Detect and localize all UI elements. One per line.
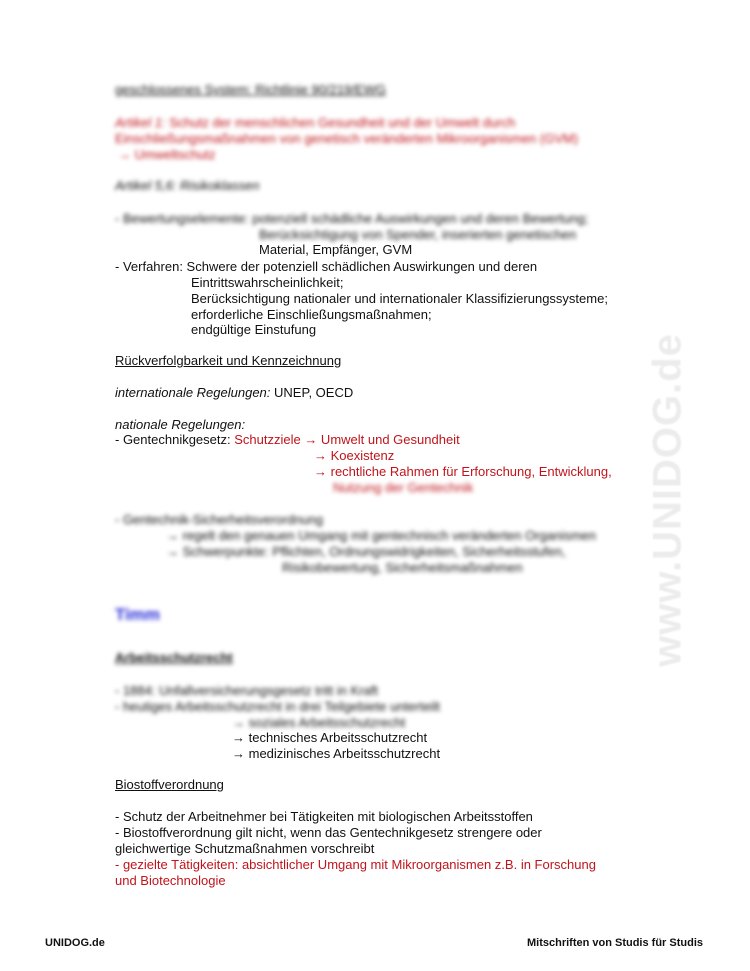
international-label: internationale Regelungen:	[115, 385, 271, 400]
soziales-line: → soziales Arbeitsschutzrecht	[232, 715, 406, 730]
verfahren-line2: Eintrittswahrscheinlichkeit;	[191, 275, 344, 290]
international-line	[115, 385, 353, 401]
bewertung-line2: Berücksichtigung von Spender, inserierten genetischen	[259, 227, 577, 242]
schwerpunkte-line: → Schwerpunkte: Pflichten, Ordnungswidrigkeiten, Sicherheitsstufen,	[166, 544, 566, 559]
watermark: www.UNIDOG.de	[645, 333, 690, 667]
rueckverfolgbarkeit-heading: Rückverfolgbarkeit und Kennzeichnung	[115, 353, 342, 368]
verfahren-line4: erforderliche Einschließungsmaßnahmen;	[191, 307, 432, 322]
section-heading-timm: Timm	[115, 605, 161, 624]
artikel1-line1	[115, 115, 515, 131]
gentechnikgesetz-label: - Gentechnikgesetz:	[115, 432, 235, 447]
verfahren-line1	[115, 259, 537, 275]
footer-right: Mitschriften von Studis für Studis	[526, 937, 703, 949]
schutzziele-text: Schutzziele → Umwelt und Gesundheit	[234, 432, 460, 447]
biostoff-line2: - Biostoffverordnung gilt nicht, wenn das Gentechnikgesetz strengere oder	[115, 825, 542, 840]
unfallvers-line: - 1884: Unfallversicherungsgesetz tritt in Kraft	[115, 683, 379, 698]
rechtliche-line: → rechtliche Rahmen für Erforschung, Entwicklung,	[314, 464, 612, 479]
koexistenz-line: → Koexistenz	[314, 448, 395, 463]
national-label: nationale Regelungen:	[115, 417, 246, 432]
verfahren-text1: Schwere der potenziell schädlichen Auswirkungen und deren	[186, 259, 538, 274]
technisches-line: → technisches Arbeitsschutzrecht	[232, 730, 428, 745]
footer-left: UNIDOG.de	[45, 937, 105, 949]
regelt-line: → regelt den genauen Umgang mit gentechnisch veränderten Organismen	[166, 528, 596, 543]
biostoff-line1: - Schutz der Arbeitnehmer bei Tätigkeiten mit biologischen Arbeitsstoffen	[115, 809, 533, 824]
artikel1-line3: → Umweltschutz	[118, 147, 216, 162]
artikel56-heading: Artikel 5,6: Risikoklassen	[115, 178, 260, 193]
gentechnikgesetz-line	[115, 432, 460, 448]
medizinisches-line: → medizinisches Arbeitsschutzrecht	[232, 746, 441, 761]
verfahren-label: - Verfahren:	[115, 259, 187, 274]
biostoff-heading: Biostoffverordnung	[115, 777, 224, 792]
bewertung-line1: - Bewertungselemente: potenziell schädliche Auswirkungen und deren Bewertung;	[115, 211, 589, 226]
artikel1-label: Artikel 1:	[115, 115, 166, 130]
international-value: UNEP, OECD	[270, 385, 354, 400]
heading-closed-system: geschlossenes System: Richtlinie 90/219/EWG	[115, 82, 386, 97]
biostoff-line4: - gezielte Tätigkeiten: absichtlicher Umgang mit Mikroorganismen z.B. in Forschung	[115, 857, 596, 872]
material-line: Material, Empfänger, GVM	[259, 242, 413, 257]
biostoff-line5: und Biotechnologie	[115, 873, 226, 888]
arbeitsschutzrecht-heading: Arbeitsschutzrecht	[115, 650, 233, 665]
heutiges-line: - heutiges Arbeitsschutzrecht in drei Teilgebiete unterteilt	[115, 699, 440, 714]
biostoff-line3: gleichwertige Schutzmaßnahmen vorschreibt	[115, 841, 375, 856]
sicherheitsverordnung-line: - Gentechnik-Sicherheitsverordnung	[115, 512, 324, 527]
artikel1-line2: Einschließungsmaßnahmen von genetisch veränderten Mikroorganismen (GVM)	[115, 131, 579, 146]
verfahren-line3: Berücksichtigung nationaler und internationaler Klassifizierungssysteme;	[191, 291, 608, 306]
verfahren-line5: endgültige Einstufung	[191, 322, 317, 337]
nutzung-line: Nutzung der Gentechnik	[333, 480, 474, 495]
risikobewertung-line: Risikobewertung, Sicherheitsmaßnahmen	[282, 560, 523, 575]
artikel1-text1: Schutz der menschlichen Gesundheit und der Umwelt durch	[165, 115, 516, 130]
